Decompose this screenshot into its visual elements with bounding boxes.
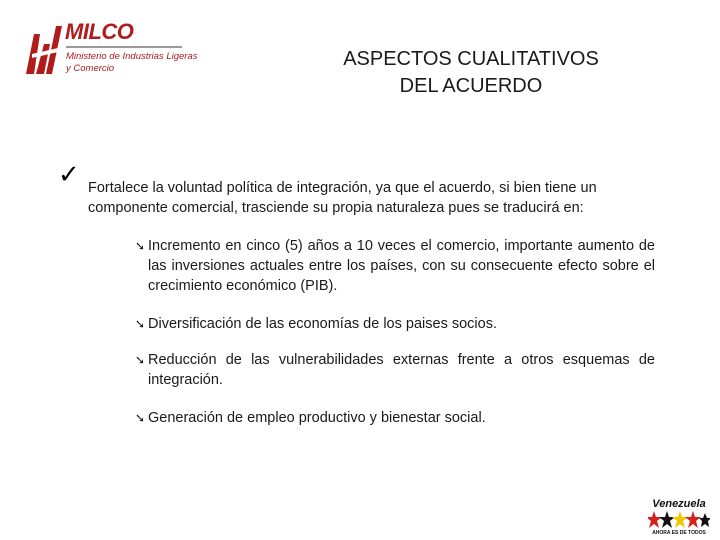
intro-paragraph: Fortalece la voluntad política de integración, ya que el acuerdo, si bien tiene un componente comercial, trasciende su propia naturaleza pues se traducirá en: [88,180,597,216]
list-item [135,408,655,428]
list-item [135,350,655,390]
milco-emblem-icon [24,24,64,76]
arrow-bullet-icon: ➘ [135,353,146,367]
arrow-bullet-icon: ➘ [135,411,146,425]
logo-divider [66,46,182,48]
list-item-text: Generación de empleo productivo y bienestar social. [148,410,486,426]
list-item-text: Incremento en cinco (5) años a 10 veces el comercio, importante aumento de las inversiones actuales entre los países, con su consecuente efecto sobre el crecimiento económico (PIB). [148,238,655,294]
slide-title-line1: ASPECTOS CUALITATIVOS [343,48,599,70]
badge-word: Venezuela [652,498,706,510]
people-figures-icon [648,510,710,530]
slide-title-line2: DEL ACUERDO [399,75,543,97]
list-item [135,314,655,334]
arrow-bullet-icon: ➘ [135,317,146,331]
logo-ministry-line2: y Comercio [66,63,115,74]
badge-tagline: AHORA ES DE TODOS [652,530,706,536]
arrow-bullet-icon: ➘ [135,239,146,253]
checkmark-icon: ✓ [58,160,80,190]
slide-title [296,46,646,100]
logo-name: MILCO [65,19,134,44]
list-item-text: Diversificación de las economías de los paises socios. [148,316,497,332]
venezuela-badge [644,498,712,538]
list-item-text: Reducción de las vulnerabilidades externas frente a otros esquemas de integración. [148,352,655,388]
logo-ministry-line1: Ministerio de Industrias Ligeras [66,51,198,62]
list-item [135,236,655,296]
milco-logo [24,19,198,78]
